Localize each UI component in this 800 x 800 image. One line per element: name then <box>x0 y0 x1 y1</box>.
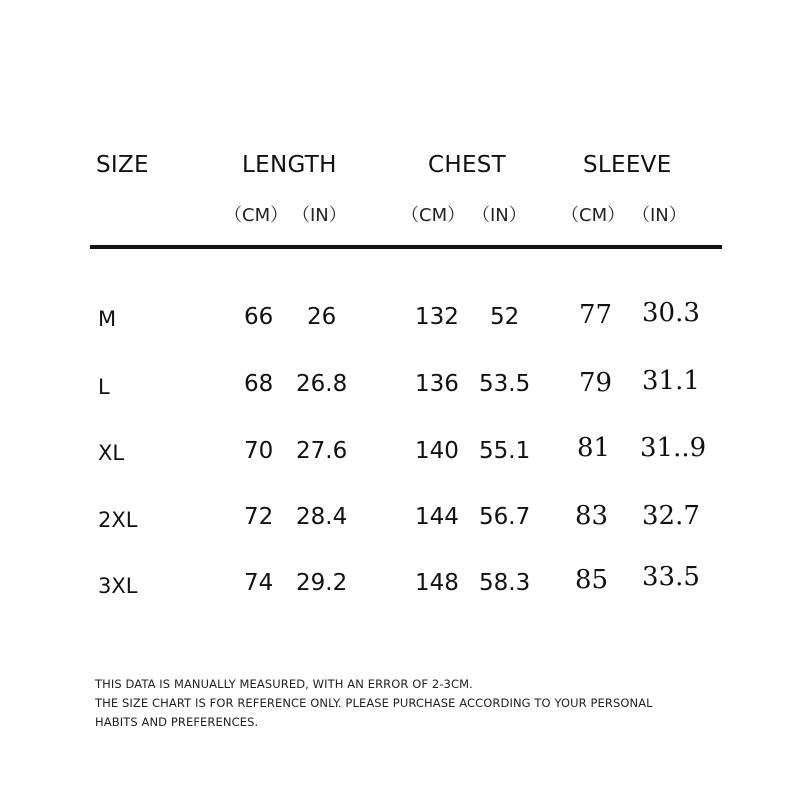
chest-cm: 144 <box>415 504 459 530</box>
chest-in: 56.7 <box>479 504 531 530</box>
chest-in: 55.1 <box>479 438 531 464</box>
length-cm: 72 <box>244 504 274 530</box>
length-cm: 66 <box>244 304 274 330</box>
header-size: SIZE <box>96 152 149 178</box>
header-length: LENGTH <box>242 152 337 178</box>
chest-in: 58.3 <box>479 570 531 596</box>
unit-sleeve-in: （IN） <box>632 205 687 226</box>
unit-chest-in: （IN） <box>472 205 527 226</box>
sleeve-cm: 83 <box>575 501 609 531</box>
unit-chest-cm: （CM） <box>401 205 466 226</box>
length-cm: 74 <box>244 570 274 596</box>
sleeve-in: 33.5 <box>642 562 700 592</box>
length-in: 29.2 <box>296 570 348 596</box>
length-in: 28.4 <box>296 504 348 530</box>
disclaimer-line: THE SIZE CHART IS FOR REFERENCE ONLY. PLEASE PURCHASE ACCORDING TO YOUR PERSONAL <box>95 696 653 710</box>
length-in: 26 <box>307 304 337 330</box>
size-label: 2XL <box>98 508 138 532</box>
length-cm: 70 <box>244 438 274 464</box>
sleeve-in: 30.3 <box>642 298 700 328</box>
size-label: 3XL <box>98 574 138 598</box>
size-label: XL <box>98 441 125 465</box>
chest-cm: 132 <box>415 304 459 330</box>
chest-cm: 148 <box>415 570 459 596</box>
sleeve-cm: 81 <box>577 433 611 463</box>
sleeve-in: 31..9 <box>640 433 707 463</box>
chest-in: 52 <box>490 304 520 330</box>
header-chest: CHEST <box>428 152 507 178</box>
header-divider <box>90 245 722 249</box>
unit-sleeve-cm: （CM） <box>561 205 626 226</box>
sleeve-in: 32.7 <box>642 501 700 531</box>
sleeve-in: 31.1 <box>642 366 700 396</box>
size-label: L <box>98 375 110 399</box>
disclaimer-line: HABITS AND PREFERENCES. <box>95 715 259 729</box>
size-label: M <box>98 307 117 331</box>
length-in: 27.6 <box>296 438 348 464</box>
disclaimer-line: THIS DATA IS MANUALLY MEASURED, WITH AN ERROR OF 2-3CM. <box>95 677 473 691</box>
sleeve-cm: 79 <box>579 368 613 398</box>
header-sleeve: SLEEVE <box>583 152 672 178</box>
chest-in: 53.5 <box>479 371 531 397</box>
unit-length-cm: （CM） <box>224 205 289 226</box>
sleeve-cm: 85 <box>575 565 609 595</box>
length-cm: 68 <box>244 371 274 397</box>
chest-cm: 136 <box>415 371 459 397</box>
unit-length-in: （IN） <box>292 205 347 226</box>
sleeve-cm: 77 <box>579 300 613 330</box>
length-in: 26.8 <box>296 371 348 397</box>
chest-cm: 140 <box>415 438 459 464</box>
